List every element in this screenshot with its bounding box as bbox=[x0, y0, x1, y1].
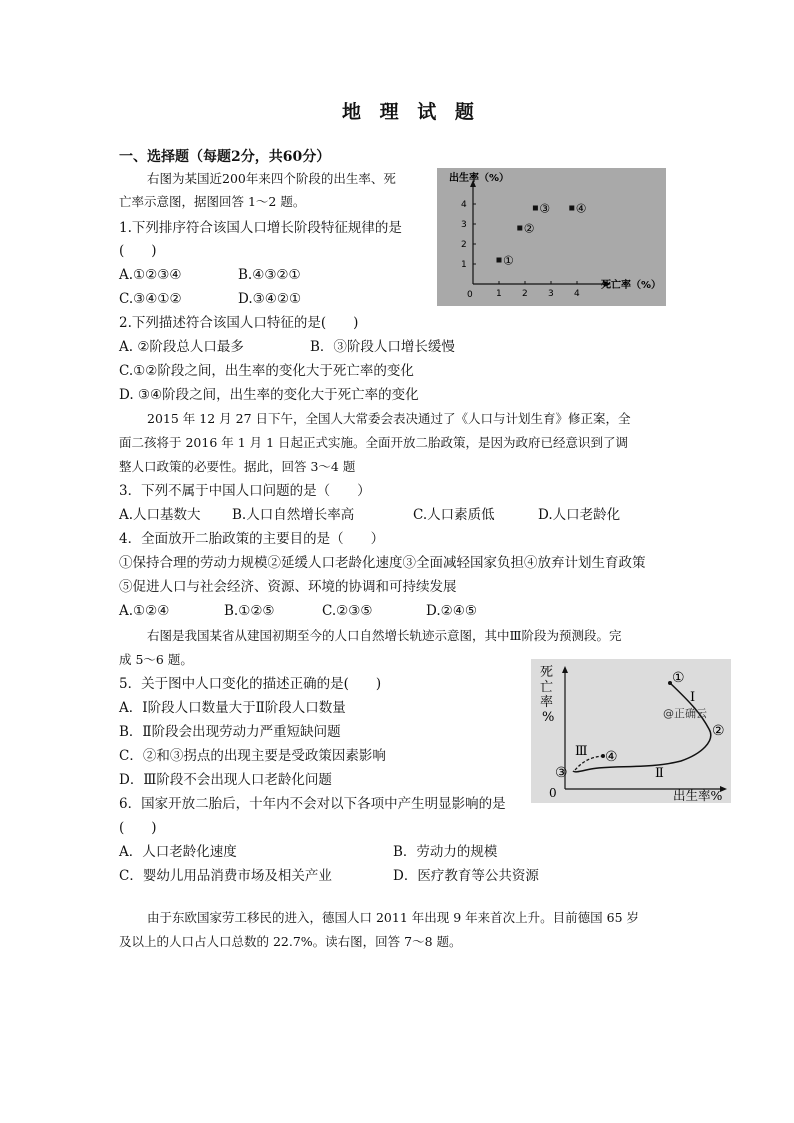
q2-stem: 2.下列描述符合该国人口特征的是( ) bbox=[119, 315, 359, 331]
q3-option-c: C.人口素质低 bbox=[413, 507, 495, 523]
figure-1-point-label-1: ① bbox=[503, 253, 514, 268]
figure-2-origin: 0 bbox=[549, 786, 557, 800]
figure-2-y-label-2: 亡 bbox=[540, 680, 554, 695]
figure-1-y-tick-label: 3 bbox=[461, 220, 467, 230]
q3-option-d: D.人口老龄化 bbox=[538, 507, 621, 523]
q6-option-a: A．人口老龄化速度 bbox=[119, 844, 237, 860]
figure-1-point-label-2: ② bbox=[523, 221, 535, 236]
intro-4-line-1: 由于东欧国家劳工移民的进入，德国人口 2011 年出现 9 年来首次上升。目前德国 65 岁 bbox=[147, 910, 640, 925]
intro-2-line-1: 2015 年 12 月 27 日下午，全国人大常委会表决通过了《人口与计划生育》修正案，全 bbox=[147, 411, 631, 426]
figure-2-point-3: ③ bbox=[555, 765, 568, 781]
figure-2-y-label-3: 率 bbox=[540, 695, 554, 710]
figure-1-point-4 bbox=[569, 206, 574, 211]
figure-2-watermark: @正确云 bbox=[663, 707, 707, 720]
figure-2-background bbox=[531, 659, 731, 803]
figure-1-point-1 bbox=[497, 258, 502, 263]
q1-paren: ( ) bbox=[119, 243, 157, 259]
q1-option-b: B.④③②① bbox=[238, 267, 301, 283]
q1-option-d: D.③④②① bbox=[238, 291, 302, 307]
q5-option-c: C．②和③拐点的出现主要是受政策因素影响 bbox=[119, 748, 386, 764]
figure-1-scatter bbox=[437, 168, 666, 306]
intro-1-line-2: 亡率示意图，据图回答 1～2 题。 bbox=[119, 194, 306, 209]
figure-1-x-tick-label: 4 bbox=[574, 289, 580, 299]
figure-2-point-4: ④ bbox=[605, 749, 618, 765]
intro-2-line-2: 面二孩将于 2016 年 1 月 1 日起正式实施。全面开放二胎政策，是因为政府已经意识到了调 bbox=[119, 435, 629, 450]
q5-stem: 5．关于图中人口变化的描述正确的是( ) bbox=[119, 676, 382, 692]
q2-option-d: D. ③④阶段之间，出生率的变化大于死亡率的变化 bbox=[119, 387, 419, 403]
section-heading: 一、选择题（每题2分，共60分） bbox=[119, 149, 331, 165]
figure-1-x-tick-label: 2 bbox=[522, 289, 528, 299]
figure-2-stage-1: Ⅰ bbox=[690, 690, 696, 705]
q5-option-d: D．Ⅲ阶段不会出现人口老龄化问题 bbox=[119, 772, 332, 788]
q4-statements-line-1: ①保持合理的劳动力规模②延缓人口老龄化速度③全面减轻国家负担④放弃计划生育政策 bbox=[119, 555, 646, 571]
intro-3-line-2: 成 5～6 题。 bbox=[119, 652, 193, 667]
figure-1-y-tick-label: 1 bbox=[461, 260, 467, 270]
figure-2-x-label: 出生率% bbox=[673, 788, 723, 803]
q3-option-b: B.人口自然增长率高 bbox=[232, 507, 355, 523]
q4-stem: 4．全面放开二胎政策的主要目的是（ ） bbox=[119, 531, 385, 547]
intro-4-line-2: 及以上的人口占人口总数的 22.7%。读右图，回答 7～8 题。 bbox=[119, 934, 462, 949]
figure-1-y-label: 出生率（%） bbox=[449, 173, 510, 184]
figure-1-point-2 bbox=[517, 226, 522, 231]
q1-option-a: A.①②③④ bbox=[119, 267, 182, 283]
q1-option-c: C.③④①② bbox=[119, 291, 182, 307]
figure-2-y-label-1: 死 bbox=[540, 665, 554, 680]
q2-option-b: B．③阶段人口增长缓慢 bbox=[310, 339, 455, 355]
q2-option-a: A. ②阶段总人口最多 bbox=[119, 339, 244, 355]
q6-option-c: C．婴幼儿用品消费市场及相关产业 bbox=[119, 868, 332, 884]
figure-2-point-2: ② bbox=[712, 723, 725, 739]
intro-3-line-1: 右图是我国某省从建国初期至今的人口自然增长轨迹示意图，其中Ⅲ阶段为预测段。完 bbox=[147, 628, 622, 643]
q5-option-b: B．Ⅱ阶段会出现劳动力严重短缺问题 bbox=[119, 724, 341, 740]
q4-option-d: D.②④⑤ bbox=[426, 603, 477, 619]
q6-paren: ( ) bbox=[119, 820, 157, 836]
q4-option-a: A.①②④ bbox=[119, 603, 170, 619]
figure-1-y-tick-label: 2 bbox=[461, 240, 467, 250]
q3-option-a: A.人口基数大 bbox=[119, 507, 201, 523]
q6-option-d: D．医疗教育等公共资源 bbox=[393, 868, 539, 884]
q5-option-a: A．Ⅰ阶段人口数量大于Ⅱ阶段人口数量 bbox=[119, 700, 346, 716]
figure-2-point-1: ① bbox=[672, 670, 685, 686]
q6-stem: 6．国家开放二胎后，十年内不会对以下各项中产生明显影响的是 bbox=[119, 796, 506, 812]
figure-1-point-3 bbox=[533, 206, 538, 211]
q4-option-c: C.②③⑤ bbox=[322, 603, 373, 619]
figure-1-x-tick-label: 3 bbox=[548, 289, 554, 299]
figure-1-x-label: 死亡率（%） bbox=[601, 280, 662, 291]
figure-1-point-label-3: ③ bbox=[539, 201, 551, 216]
figure-2-stage-3: Ⅲ bbox=[575, 744, 588, 759]
q3-stem: 3．下列不属于中国人口问题的是（ ） bbox=[119, 483, 371, 499]
intro-1-line-1: 右图为某国近200年来四个阶段的出生率、死 bbox=[147, 171, 396, 186]
q6-option-b: B．劳动力的规模 bbox=[393, 844, 498, 860]
q1-stem: 1.下列排序符合该国人口增长阶段特征规律的是 bbox=[119, 220, 402, 236]
q4-statements-line-2: ⑤促进人口与社会经济、资源、环境的协调和可持续发展 bbox=[119, 579, 457, 595]
q4-option-b: B.①②⑤ bbox=[224, 603, 275, 619]
intro-2-line-3: 整人口政策的必要性。据此，回答 3～4 题 bbox=[119, 459, 356, 474]
figure-1-y-tick-label: 4 bbox=[461, 200, 467, 210]
figure-2-trajectory bbox=[531, 659, 731, 803]
q2-option-c: C.①②阶段之间，出生率的变化大于死亡率的变化 bbox=[119, 363, 414, 379]
page-title: 地 理 试 题 bbox=[342, 101, 480, 123]
figure-1-point-label-4: ④ bbox=[575, 201, 587, 216]
figure-2-stage-2: Ⅱ bbox=[655, 766, 664, 781]
figure-2-y-label-4: % bbox=[542, 710, 555, 725]
figure-1-x-tick-label: 1 bbox=[496, 289, 502, 299]
figure-1-origin: 0 bbox=[467, 290, 473, 300]
